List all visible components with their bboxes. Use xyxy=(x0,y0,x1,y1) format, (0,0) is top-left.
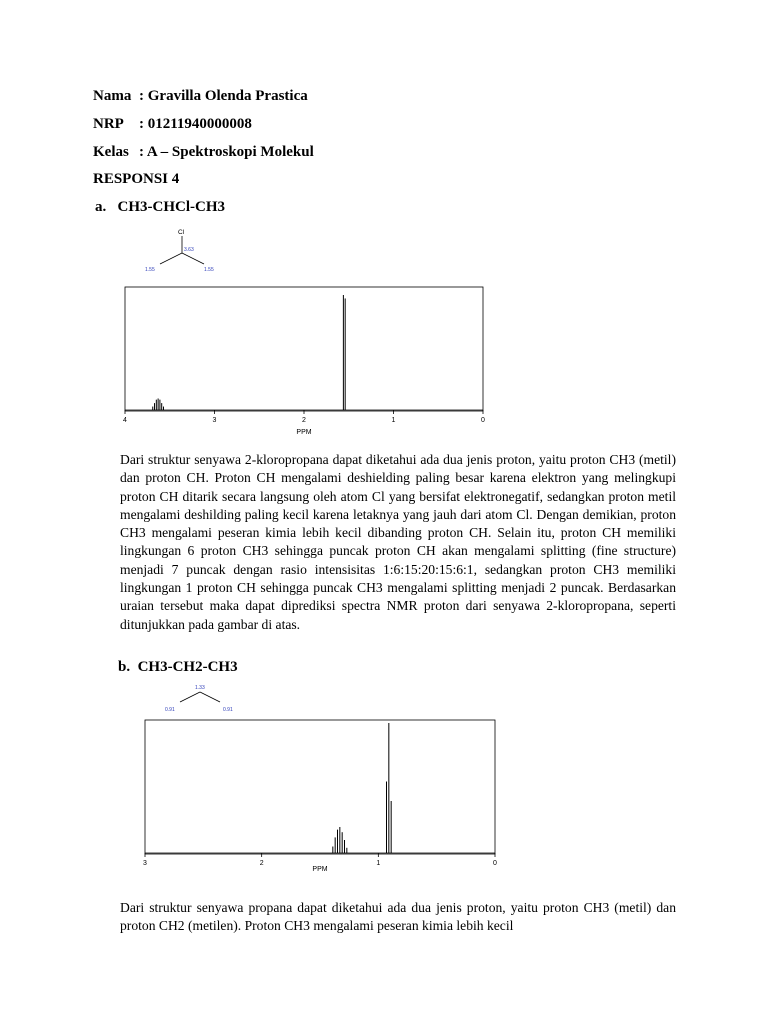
name-label: Nama xyxy=(93,88,132,104)
structure-a-atom: Cl xyxy=(178,229,185,236)
section-b-formula: CH3-CH2-CH3 xyxy=(137,659,238,675)
structure-b-right-shift: 0.91 xyxy=(223,707,233,713)
spectrum-b-xlabel: PPM xyxy=(312,866,328,873)
structure-a xyxy=(140,226,230,276)
spectrum-a-tick-label: 1 xyxy=(391,417,396,424)
section-a-title xyxy=(95,199,225,216)
class-value: : A – Spektroskopi Molekul xyxy=(139,144,314,160)
section-b-paragraph: Dari struktur senyawa propana dapat diketahui ada dua jenis proton, yaitu proton CH3 (metil) dan proton CH2 (metilen). Proton CH3 mengalami peseran kimia lebih kecil xyxy=(120,900,676,934)
section-a-paragraph: Dari struktur senyawa 2-kloropropana dapat diketahui ada dua jenis proton, yaitu proton CH3 (metil) dan proton CH. Proton CH mengalami deshielding paling besar karena elektron yang melingkupi proton CH ditarik secara langsung oleh atom Cl yang bersifat elektronegatif, sedangkan proton metil mengalami deshilding paling kecil karena letaknya yang jauh dari atom Cl. Dengan demikian, proton CH3 mengalami peseran kimia lebih kecil dibanding proton CH. Selain itu, proton CH memiliki lingkungan 6 proton CH3 sehingga puncak proton CH akan mengalami splitting (fine structure) menjadi 7 puncak dengan rasio intensisitas 1:6:15:20:15:6:1, sedangkan proton CH3 memiliki lingkungan 1 proton CH sehingga puncak CH3 mengalami splitting menjadi 2 puncak. Berdasarkan uraian tersebut maka dapat diprediksi spectra NMR proton dari senyawa 2-kloropropana, seperti ditunjukkan pada gambar di atas. xyxy=(120,452,676,632)
spectrum-a xyxy=(118,283,490,439)
section-a-formula: CH3-CHCl-CH3 xyxy=(117,199,225,215)
nrp-line xyxy=(93,116,252,133)
spectrum-a-tick-label: 0 xyxy=(481,417,485,424)
structure-a-left-shift: 1.55 xyxy=(145,267,155,273)
structure-b-center-shift: 1.33 xyxy=(195,685,205,691)
spectrum-a-ticks xyxy=(123,410,485,424)
spectrum-a-xlabel: PPM xyxy=(296,429,312,436)
class-label: Kelas xyxy=(93,144,129,160)
spectrum-b-ticks xyxy=(143,853,497,867)
spectrum-b-tick-label: 0 xyxy=(493,860,497,867)
spectrum-b-tick-label: 2 xyxy=(259,860,264,867)
spectrum-a-tick-label: 3 xyxy=(212,417,217,424)
section-b-marker: b. xyxy=(118,659,131,675)
section-b-title xyxy=(118,659,238,676)
document-title: RESPONSI 4 xyxy=(93,171,180,187)
spectrum-a-frame xyxy=(125,287,483,411)
spectrum-b-tick-label: 1 xyxy=(376,860,381,867)
spectrum-b-frame xyxy=(145,720,495,854)
structure-b xyxy=(160,682,250,716)
nrp-value: : 01211940000008 xyxy=(139,116,252,132)
section-a-marker: a. xyxy=(95,199,107,215)
spectrum-b-peaks xyxy=(333,723,391,853)
class-line xyxy=(93,144,314,161)
spectrum-b xyxy=(138,716,502,876)
spectrum-a-tick-label: 2 xyxy=(302,417,306,424)
nrp-label: NRP xyxy=(93,116,124,132)
spectrum-a-peaks xyxy=(153,295,345,410)
structure-b-left-shift: 0.91 xyxy=(165,707,175,713)
spectrum-a-tick-label: 4 xyxy=(123,417,127,424)
spectrum-b-tick-label: 3 xyxy=(143,860,147,867)
name-value: : Gravilla Olenda Prastica xyxy=(139,88,308,104)
name-line xyxy=(93,88,308,105)
structure-a-center-shift: 3.63 xyxy=(184,247,194,253)
structure-a-right-shift: 1.55 xyxy=(204,267,214,273)
